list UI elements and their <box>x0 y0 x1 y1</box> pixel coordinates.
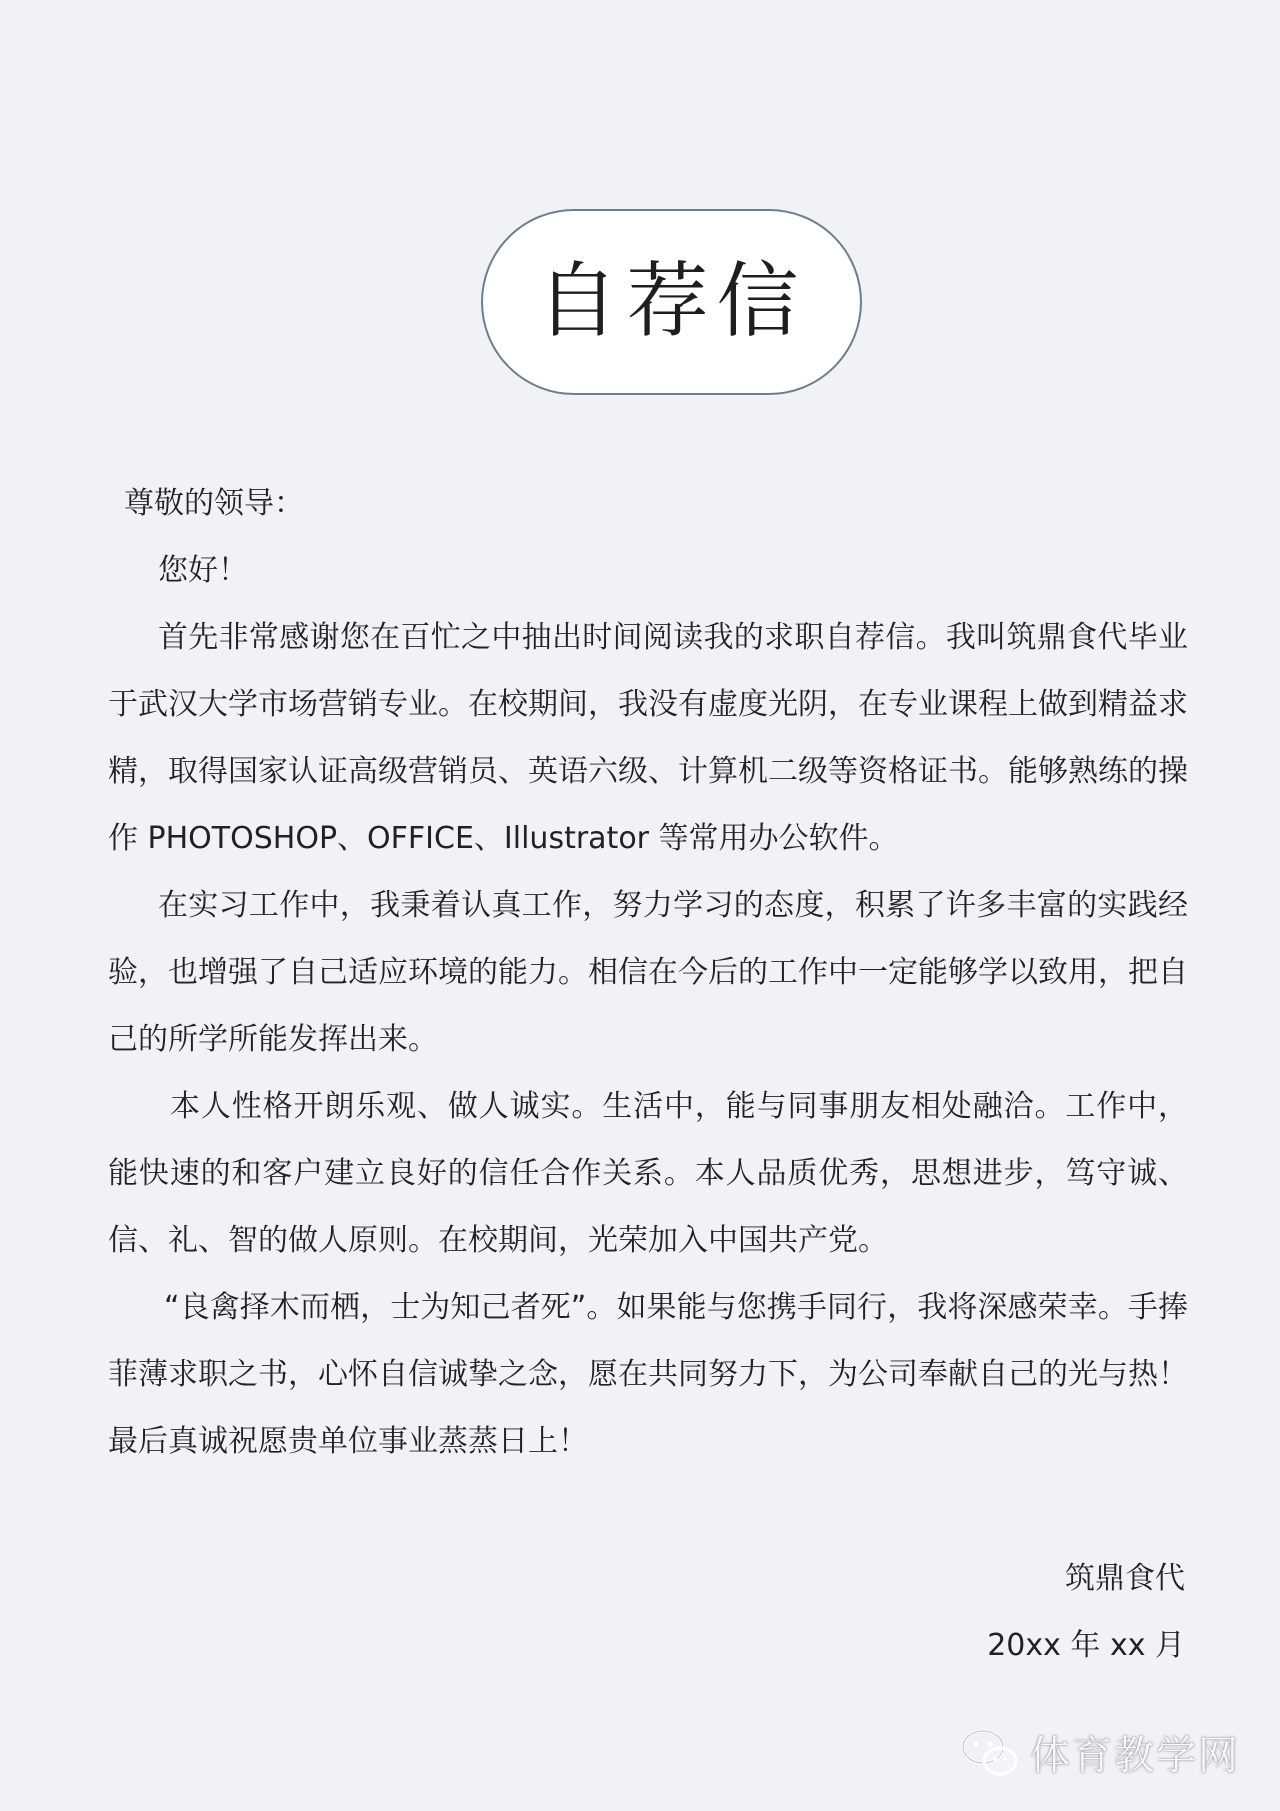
signature: 筑鼎食代 <box>1065 1561 1185 1596</box>
letter-body <box>108 470 1188 1475</box>
paragraph: “良禽择木而栖，士为知己者死”。如果能与您携手同行，我将深感荣幸。手捧菲薄求职之书，心怀自信诚挚之念，愿在共同努力下，为公司奉献自己的光与热！最后真诚祝愿贵单位事业蒸蒸日上！ <box>108 1290 1188 1459</box>
title-badge <box>481 209 862 395</box>
date: 20xx 年 xx 月 <box>987 1628 1185 1663</box>
paragraph: 本人性格开朗乐观、做人诚实。生活中，能与同事朋友相处融洽。工作中，能快速的和客户建立良好的信任合作关系。本人品质优秀，思想进步，笃守诚、信、礼、智的做人原则。在校期间，光荣加入中国共产党。 <box>108 1089 1188 1258</box>
watermark <box>960 1724 1240 1781</box>
salutation: 尊敬的领导： <box>124 486 304 521</box>
document-title: 自荐信 <box>536 254 807 349</box>
paragraph: 首先非常感谢您在百忙之中抽出时间阅读我的求职自荐信。我叫筑鼎食代毕业于武汉大学市场营销专业。在校期间，我没有虚度光阴，在专业课程上做到精益求精，取得国家认证高级营销员、英语六级、计算机二级等资格证书。能够熟练的操作 PHOTOSHOP、OFFICE、Illustrator 等常用办公软件。 <box>108 620 1188 856</box>
paragraph: 在实习工作中，我秉着认真工作，努力学习的态度，积累了许多丰富的实践经验，也增强了自己适应环境的能力。相信在今后的工作中一定能够学以致用，把自己的所学所能发挥出来。 <box>108 888 1188 1057</box>
closing-block <box>987 1545 1185 1679</box>
wechat-icon <box>960 1727 1020 1779</box>
watermark-text: 体育教学网 <box>1030 1733 1240 1779</box>
greeting: 您好！ <box>158 553 248 588</box>
